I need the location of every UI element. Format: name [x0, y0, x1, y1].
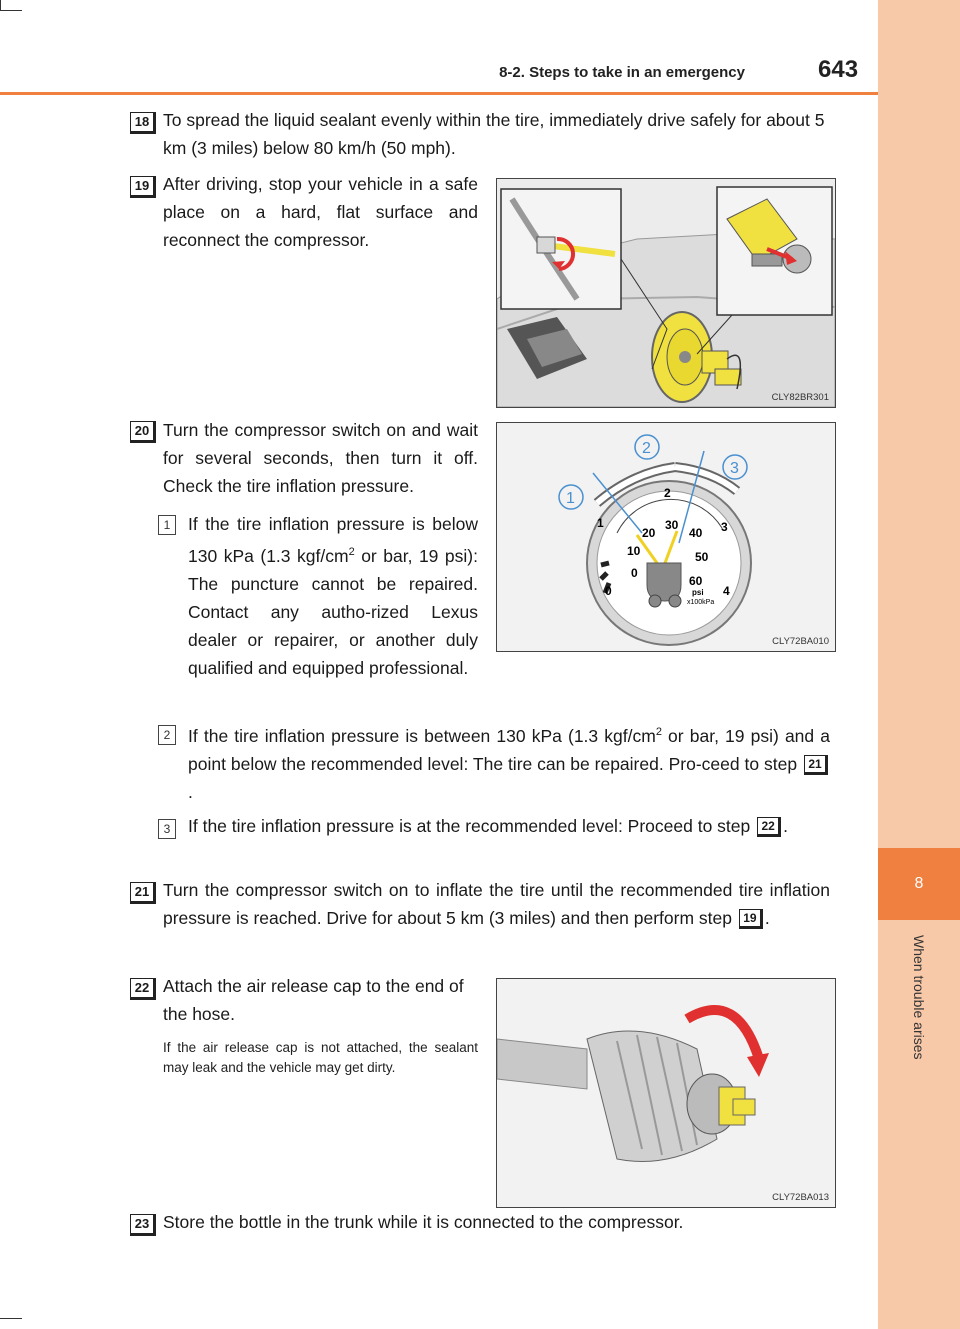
- sub-item-marker-3: 3: [158, 819, 176, 839]
- psi-tick-label: 20: [642, 526, 656, 540]
- step-ref-22[interactable]: 22: [757, 817, 781, 837]
- step-ref-19[interactable]: 19: [739, 909, 763, 929]
- page-number: 643: [818, 56, 859, 83]
- psi-tick-label: 40: [689, 526, 703, 540]
- gauge-callout-2: 2: [642, 440, 651, 457]
- pressure-gauge-svg: [497, 423, 835, 651]
- step-22-text: Attach the air release cap to the end of the hose.: [163, 976, 464, 1024]
- step-badge-19: 19: [130, 176, 156, 198]
- chapter-title: When trouble arises: [911, 935, 927, 1060]
- crop-mark: [0, 0, 1, 10]
- step-ref-21[interactable]: 21: [804, 755, 828, 775]
- bar-tick-label: 0: [605, 584, 612, 598]
- section-title: 8-2. Steps to take in an emergency: [499, 64, 745, 81]
- step-badge-20: 20: [130, 421, 156, 443]
- crop-mark: [0, 10, 22, 11]
- sub-item-2-text: If the tire inflation pressure is between 130 kPa (1.3 kgf/$cm^2$ or bar, 19 psi) and a point below the recommended level: The tire can be repaired. Pro-ceed to step 21.: [188, 725, 830, 802]
- psi-tick-label: 0: [631, 566, 638, 580]
- step-23-text: Store the bottle in the trunk while it is connected to the compressor.: [163, 1212, 684, 1232]
- bar-tick-label: 4: [723, 584, 730, 598]
- step-badge-22: 22: [130, 978, 156, 1000]
- step-22-note: If the air release cap is not attached, the sealant may leak and the vehicle may get dirty.: [163, 1040, 478, 1075]
- gauge-unit-kpa: x100kPa: [687, 599, 715, 606]
- chapter-number: 8: [878, 848, 960, 920]
- sub-item-marker-2: 2: [158, 725, 176, 745]
- bar-tick-label: 2: [664, 486, 671, 500]
- step-badge-23: 23: [130, 1214, 156, 1236]
- bar-tick-label: 1: [597, 516, 604, 530]
- step-21-text: Turn the compressor switch on to inflate the tire until the recommended tire inflation pressure is reached. Drive for about 5 km (3 miles) and then perform step 19 .: [163, 880, 830, 928]
- car-compressor-svg: [497, 179, 835, 407]
- figure-code: CLY72BA013: [772, 1192, 829, 1203]
- figure-code: CLY82BR301: [771, 392, 829, 403]
- hose-cap-illustration: [496, 978, 836, 1208]
- header-rule: [0, 92, 878, 95]
- chapter-side-tab: [878, 0, 960, 1329]
- pressure-gauge-illustration: [496, 422, 836, 652]
- sub-item-marker-1: 1: [158, 515, 176, 535]
- bar-tick-label: 3: [721, 520, 728, 534]
- step-badge-21: 21: [130, 882, 156, 904]
- psi-tick-label: 60: [689, 574, 703, 588]
- gauge-unit-psi: psi: [692, 588, 704, 597]
- psi-tick-label: 50: [695, 550, 709, 564]
- step-badge-18: 18: [130, 112, 156, 134]
- step-19-text: After driving, stop your vehicle in a safe place on a hard, flat surface and reconnect the compressor.: [163, 174, 478, 250]
- gauge-callout-1: 1: [566, 490, 575, 507]
- psi-tick-label: 30: [665, 518, 679, 532]
- crop-mark: [0, 1318, 22, 1319]
- step-20-text: Turn the compressor switch on and wait for several seconds, then turn it off. Check the tire inflation pressure.: [163, 420, 478, 496]
- sub-item-3-text: If the tire inflation pressure is at the recommended level: Proceed to step 22 .: [188, 816, 788, 836]
- compressor-illustration: [496, 178, 836, 408]
- sub-item-1-text: If the tire inflation pressure is below 130 kPa (1.3 kgf/$cm^2$ or bar, 19 psi): The puncture cannot be repaired. Contact any autho-rized Lexus dealer or repairer, or another duly qualified and equipped professional.: [188, 514, 478, 678]
- psi-tick-label: 10: [627, 544, 641, 558]
- step-18-text: To spread the liquid sealant evenly within the tire, immediately drive safely for about 5 km (3 miles) below 80 km/h (50 mph).: [163, 110, 825, 158]
- gauge-callout-3: 3: [730, 460, 739, 477]
- figure-code: CLY72BA010: [772, 636, 829, 647]
- hose-cap-svg: [497, 979, 835, 1207]
